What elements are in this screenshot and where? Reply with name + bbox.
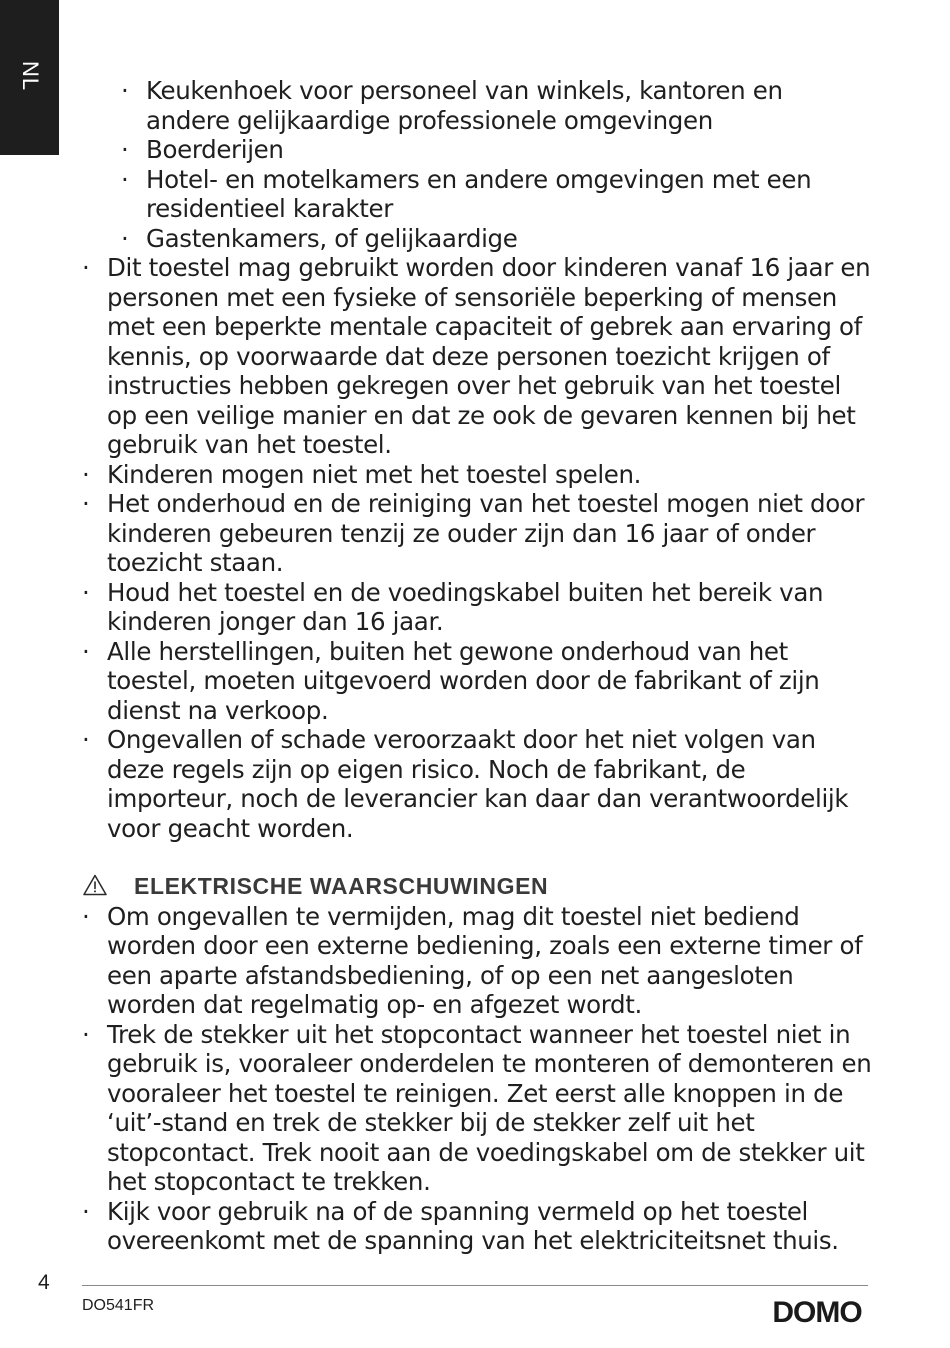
section-spacer — [82, 843, 872, 872]
section-heading-text: ELEKTRISCHE WAARSCHUWINGEN — [134, 873, 549, 899]
footer-divider — [82, 1285, 868, 1286]
section-heading — [82, 872, 872, 902]
list-item: · Hotel- en motelkamers en andere omgevingen met een residentieel karakter — [146, 165, 872, 224]
list-item: · Gastenkamers, of gelijkaardige — [146, 224, 872, 254]
warning-triangle-icon — [83, 874, 107, 896]
domo-logo-text: DOMO — [772, 1296, 862, 1327]
list-item: · Kinderen mogen niet met het toestel spelen. — [107, 460, 872, 490]
domo-logo — [765, 1295, 869, 1327]
list-item: · Om ongevallen te vermijden, mag dit toestel niet bediend worden door een externe bediening, zoals een externe timer of een aparte afstandsbediening, of op een net aangesloten worden dat regelmatig op- en afgezet wordt. — [107, 902, 872, 1020]
electrical-bullet-list — [82, 902, 872, 1256]
language-tab — [0, 0, 59, 155]
model-number: DO541FR — [82, 1297, 155, 1314]
list-item: · Ongevallen of schade veroorzaakt door het niet volgen van deze regels zijn op eigen risico. Noch de fabrikant, de importeur, noch de leverancier kan daar dan verantwoordelijk voor geacht worden. — [107, 725, 872, 843]
list-item: · Alle herstellingen, buiten het gewone onderhoud van het toestel, moeten uitgevoerd worden door de fabrikant of zijn dienst na verkoop. — [107, 637, 872, 726]
language-tab-label: NL — [17, 60, 43, 92]
list-item: · Kijk voor gebruik na of de spanning vermeld op het toestel overeenkomt met de spanning van het elektriciteitsnet thuis. — [107, 1197, 872, 1256]
page-number: 4 — [38, 1271, 50, 1294]
list-item: · Houd het toestel en de voedingskabel buiten het bereik van kinderen jonger dan 16 jaar. — [107, 578, 872, 637]
safety-bullet-list — [82, 253, 872, 843]
list-item: · Trek de stekker uit het stopcontact wanneer het toestel niet in gebruik is, vooraleer onderdelen te monteren of demonteren en vooraleer het toestel te reinigen. Zet eerst alle knoppen in de ‘uit’-stand en trek de stekker bij de stekker zelf uit het stopcontact. Trek nooit aan de voedingskabel om de stekker uit het stopcontact te trekken. — [107, 1020, 872, 1197]
sub-bullet-list — [82, 76, 872, 253]
list-item: · Het onderhoud en de reiniging van het toestel mogen niet door kinderen gebeuren tenzij ze ouder zijn dan 16 jaar of onder toezicht staan. — [107, 489, 872, 578]
page-content — [82, 76, 872, 1256]
list-item: · Dit toestel mag gebruikt worden door kinderen vanaf 16 jaar en personen met een fysieke of sensoriële beperking of mensen met een beperkte mentale capaciteit of gebrek aan ervaring of kennis, op voorwaarde dat deze personen toezicht krijgen of instructies hebben gekregen over het gebruik van het toestel op een veilige manier en dat ze ook de gevaren kennen bij het gebruik van het toestel. — [107, 253, 872, 460]
list-item: · Keukenhoek voor personeel van winkels, kantoren en andere gelijkaardige professionele omgevingen — [146, 76, 872, 135]
list-item: · Boerderijen — [146, 135, 872, 165]
